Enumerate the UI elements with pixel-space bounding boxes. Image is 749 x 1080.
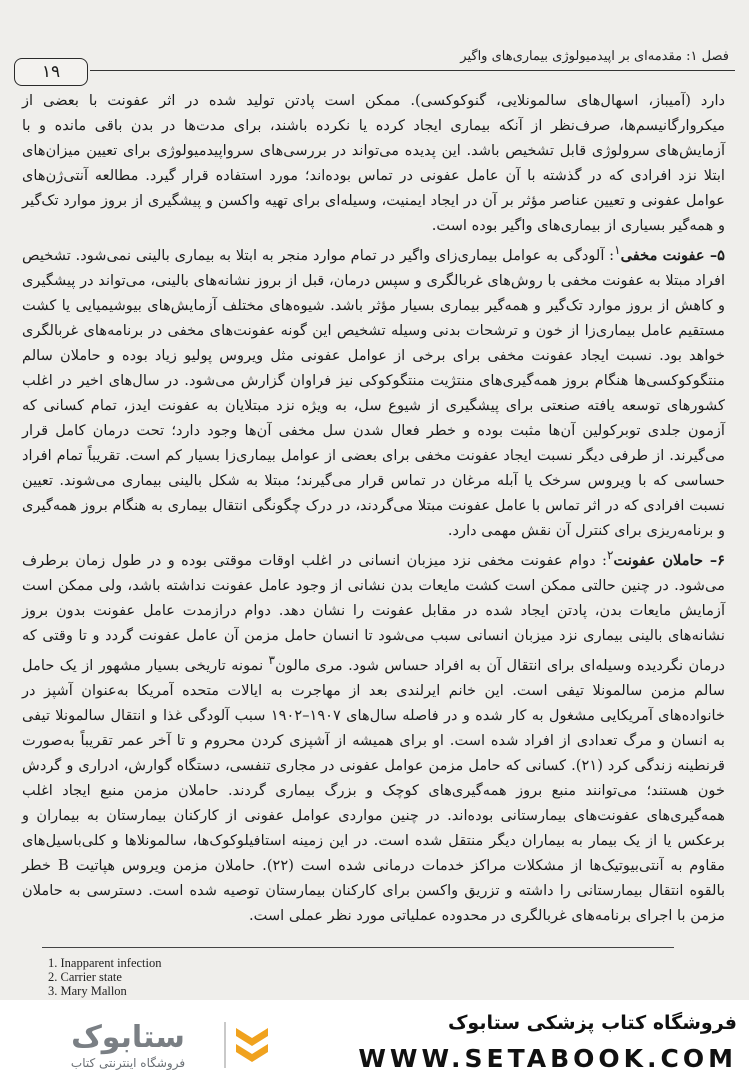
footnote-1: 1. Inapparent infection <box>48 956 162 970</box>
page-number: ۱۹ <box>14 58 88 86</box>
store-name: فروشگاه کتاب پزشکی ستابوک <box>447 1012 737 1034</box>
logo-subtext: فروشگاه اینترنتی کتاب <box>70 1056 186 1070</box>
store-website[interactable]: WWW.SETABOOK.COM <box>358 1044 737 1073</box>
logo-chevron-icon <box>236 1028 268 1062</box>
footnote-ref-2: ۲ <box>606 547 614 562</box>
logo-divider <box>224 1022 226 1068</box>
section-6-text: : دوام عفونت مخفی نزد میزبان انسانی در اغلب اوقات موقتی بوده و در طول زمان برطرف می‌شود. در چنین حالتی ممکن است کشت مایعات بدن نشانی از وجود عامل عفونت نداشته باشد، ولی ممکن است آزمایش مایعات بدن، پادتن ایجاد شده در مقابل عفونت را نشان دهد. دوام درازمدت عامل عفونت بدون بروز نشانه‌های بالینی بیماری نزد میزبان انسانی سبب می‌شود تا انسان حامل مزمن آن عامل عفونت گردد و تا وقتی که درمان نگردیده وسیله‌ای برای انتقال آن به افراد حساس شود. مری مالون <box>22 551 725 674</box>
section-6-heading: ۶– حاملان عفونت <box>613 551 725 569</box>
logo-wordmark: ستابوک <box>71 1020 185 1055</box>
section-6-paragraph <box>22 543 725 928</box>
store-footer <box>0 1000 749 1080</box>
header-rule <box>90 70 735 71</box>
footnotes <box>48 956 348 998</box>
body-text <box>22 88 725 928</box>
running-head: فصل ۱: مقدمه‌ای بر اپیدمیولوژی بیماری‌های واگیر <box>460 49 729 64</box>
setabook-logo <box>28 1014 288 1074</box>
footnote-ref-1: ۱ <box>614 243 621 257</box>
section-5-paragraph <box>22 238 725 543</box>
paragraph-intro: دارد (آمیباز، اسهال‌های سالمونلایی، گنوکوکسی). ممکن است پادتن تولید شده در اثر عفونت با بعضی از میکروارگانیسم‌ها، صرف‌نظر از آنکه بیماری ایجاد کرده یا نکرده باشند، برای مدت‌ها در بدن باقی مانده و با آزمایش‌های سرولوژی قابل تشخیص باشد. این پدیده می‌تواند در بررسی‌های سرواپیدمیولوژی برای تعیین میزان‌های ابتلا نزد افرادی که در گذشته با آن عامل عفونی در تماس بوده‌اند؛ مورد استفاده قرار گیرد. مطالعه آنتی‌ژن‌های عوامل عفونی و تعیین عناصر مؤثر بر آن در ایجاد ایمنیت، وسیله‌ای برای تهیه واکسن و پیشگیری از بروز موارد تک‌گیر و همه‌گیر بسیاری از بیماری‌های واگیر بوده است. <box>22 92 725 234</box>
section-5-text: : آلودگی به عوامل بیماری‌زای واگیر در تمام موارد منجر به ابتلا به بیماری بالینی نمی‌شود. تشخیص افراد مبتلا به عفونت مخفی با روش‌های غربالگری و سپس درمان، قبل از بروز نشانه‌های بالینی، می‌تواند در پیشگیری و کاهش از بروز موارد تک‌گیر و همه‌گیر بیماری بسیار مؤثر باشد. شیوه‌های مختلف آزمایش‌های بیوشیمیایی یا کشت مستقیم عامل بیماری‌زا از خون و ترشحات بدنی وسیله تشخیص این گونه عفونت‌های مخفی در برنامه‌های غربالگری خواهد بود. نسبت ایجاد عفونت مخفی برای برخی از عوامل عفونی مثل ویروس پولیو زیاد بوده و حاملان سالم منتگوکوکسی‌ها هنگام بروز همه‌گیری‌های منتژیت منتگوکوکی نیز فراوان گزارش می‌شود. در سال‌های اخیر در اغلب کشورهای توسعه یافته صنعتی برای پیشگیری از شیوع سل، به ویژه نزد مبتلایان به عفونت ایدز، تمام کسانی که آزمون جلدی توبرکولین آن‌ها مثبت بوده و خطر فعال شدن سل مخفی آن‌ها وجود دارد؛ تحت درمان کامل قرار می‌گیرند. از طرفی دیگر نسبت ایجاد عفونت مخفی برای بعضی از عوامل بیماری‌زا بسیار کم است. تقریباً تمام افراد حساسی که با ویروس سرخک یا آبله مرغان در تماس قرار می‌گیرند؛ مبتلا به شکل بالینی بیماری می‌شوند. تعیین نسبت افرادی که در اثر تماس با عامل عفونت مبتلا می‌گردند، در درک چگونگی انتقال بیماری به هنگام بروز همه‌گیری و برنامه‌ریزی برای کنترل آن نقش مهمی دارد. <box>22 246 725 539</box>
footnote-rule <box>42 947 674 948</box>
section-5-heading: ۵– عفونت مخفی <box>620 246 725 264</box>
section-6-text-cont: نمونه تاریخی بسیار مشهور از یک حامل سالم مزمن سالمونلا تیفی است. این خانم ایرلندی بعد از مهاجرت به ایالات متحده آمریکا به‌عنوان آشپز در خانواده‌های آمریکایی مشغول به کار شده و در فاصله سال‌های ۱۹۰۷–۱۹۰۲ سبب آلودگی غذا و انتقال سالمونلا تیفی به انسان و مرگ تعدادی از افراد شده است. او برای همیشه از آشپزی کردن محروم و تا آخر عمر تقریباً به‌صورت قرنطینه زندگی کرد (۲۱). کسانی که حامل مزمن عوامل عفونی در مجاری تنفسی، دستگاه گوارش، ادراری و گردش خون هستند؛ می‌توانند منبع بروز همه‌گیری‌های کوچک و بزرگ بیماری گردند. حاملان مزمن منبع ایجاد اغلب همه‌گیری‌های عفونت‌های بیمارستانی بوده‌اند. در چنین مواردی عوامل عفونی از کارکنان بیمارستان به بیماران و برعکس یا از یک بیمار به بیماران دیگر منتقل شده است. در این زمینه استافیلوکوک‌ها، سالمونلاها و کلی‌باسیل‌های مقاوم به آنتی‌بیوتیک‌ها از مشکلات مراکز خدمات درمانی شده است (۲۲). حاملان مزمن ویروس هپاتیت B خطر بالقوه انتقال بیمارستانی را داشته و تزریق واکسن برای کارکنان بیمارستان توصیه شده است. دسترسی به حاملان مزمن با اجرای برنامه‌های غربالگری در محدوده عملیاتی مورد نظر عملی است. <box>22 656 726 924</box>
footnote-3: 3. Mary Mallon <box>48 984 127 998</box>
footnote-ref-3: ۳ <box>268 652 276 667</box>
footnote-2: 2. Carrier state <box>48 970 122 984</box>
